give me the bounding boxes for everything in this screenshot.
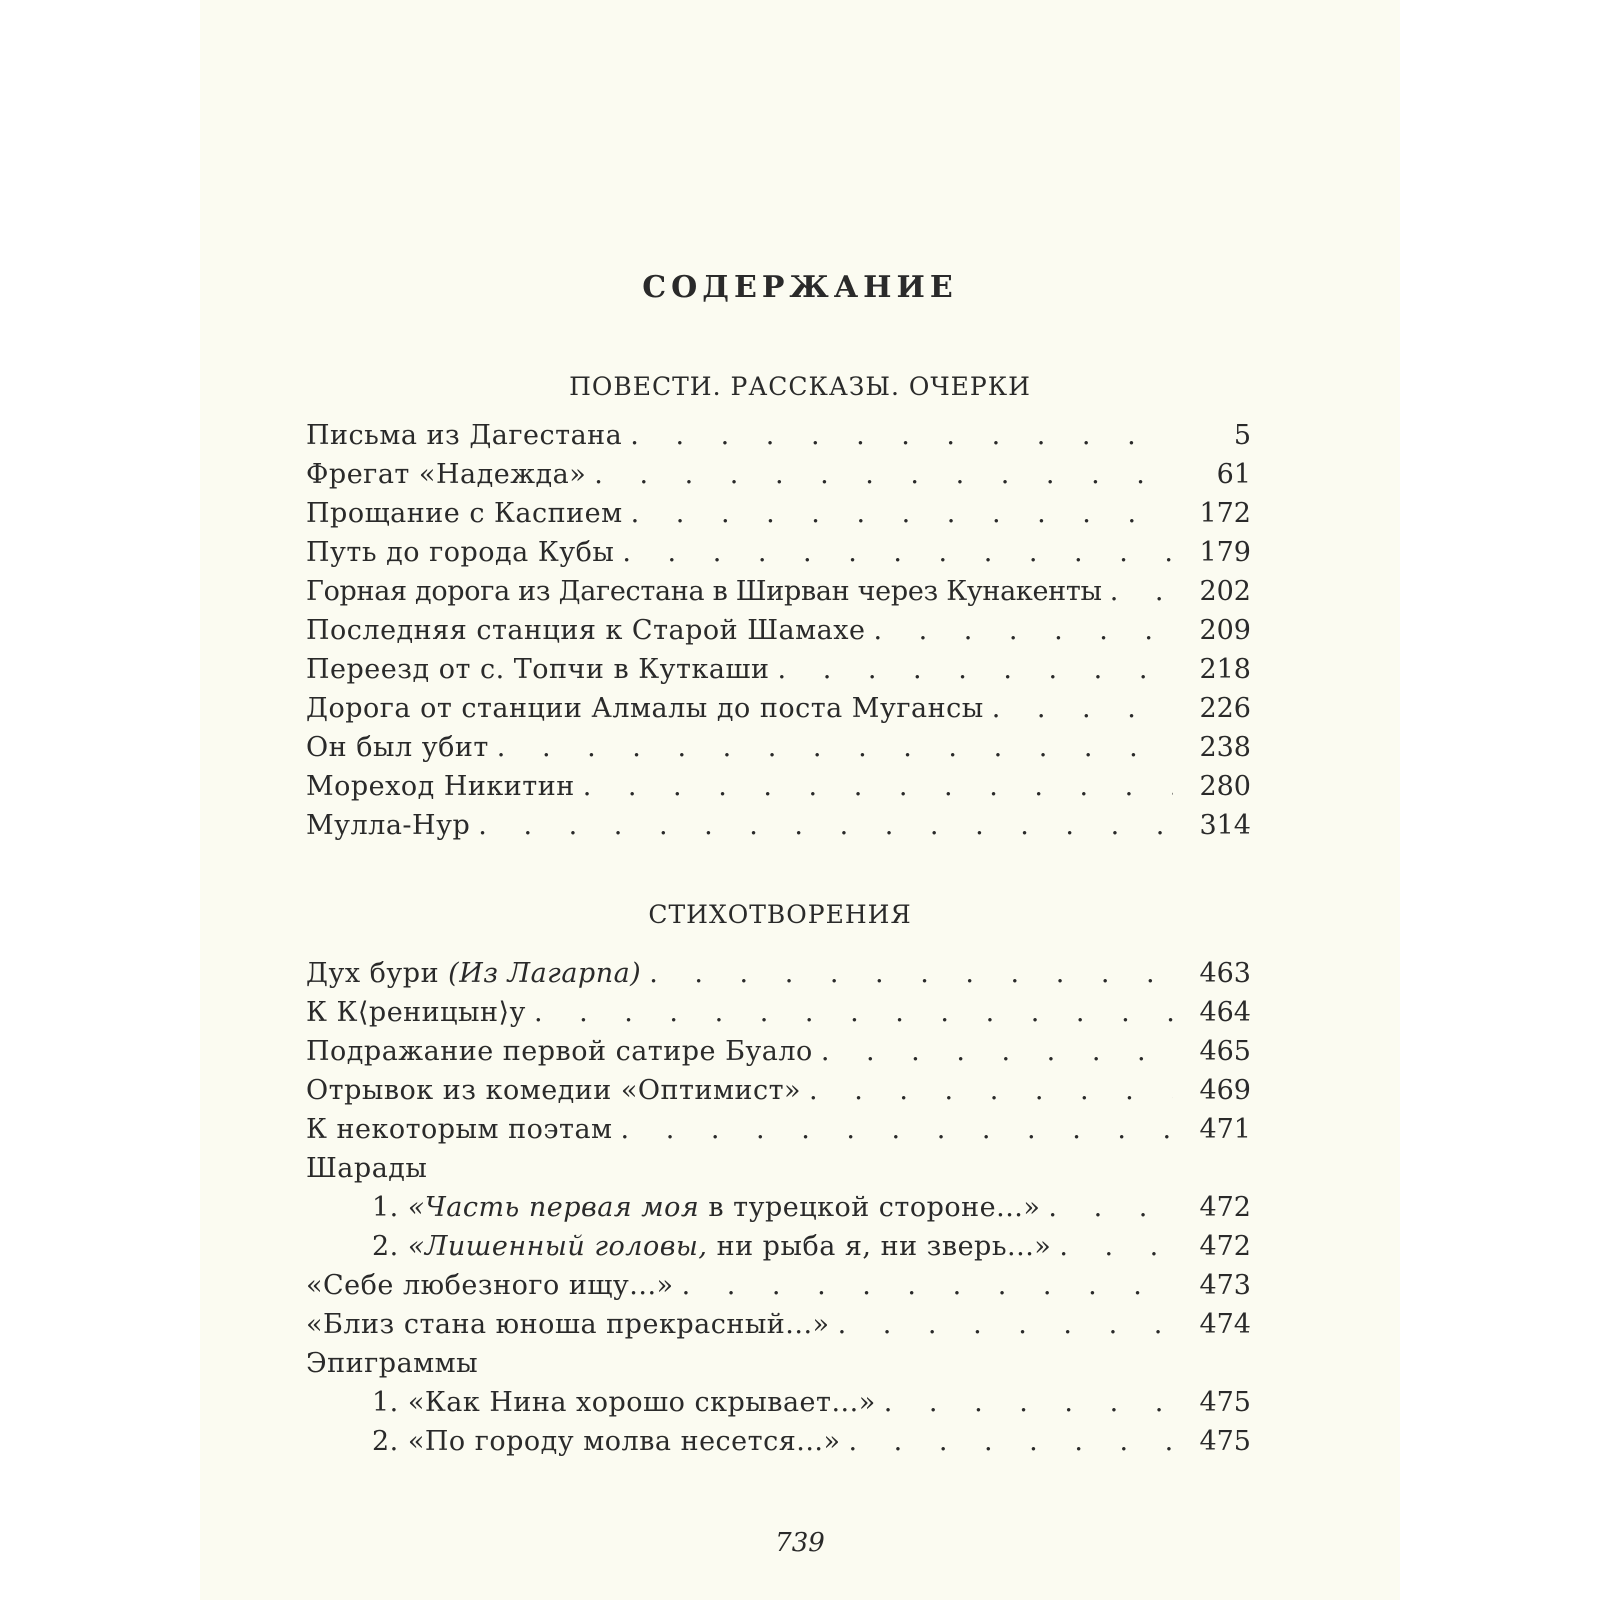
toc-entry-title-italic: (Из Лагарпа) xyxy=(448,958,642,989)
toc-entry-title: Отрывок из комедии «Оптимист» xyxy=(306,1075,802,1106)
toc-entry-number: 1. xyxy=(372,1387,408,1418)
dot-leader xyxy=(497,732,1173,763)
toc-entry-page: 475 xyxy=(1199,1387,1251,1418)
dot-leader xyxy=(594,459,1173,490)
toc-entry-page: 464 xyxy=(1199,997,1251,1028)
toc-entry-title xyxy=(306,1426,841,1457)
dot-leader xyxy=(630,420,1173,451)
dot-leader xyxy=(778,654,1173,685)
toc-entry-title-rest: ни рыба я, ни зверь...» xyxy=(707,1231,1052,1262)
dot-leader xyxy=(809,1075,1173,1106)
section-title-prose: ПОВЕСТИ. РАССКАЗЫ. ОЧЕРКИ xyxy=(569,372,1031,401)
toc-entry-page: 5 xyxy=(1233,420,1251,451)
dot-leader xyxy=(838,1309,1173,1340)
toc-entry-title: Путь до города Кубы xyxy=(306,537,615,568)
toc-entry-page: 474 xyxy=(1199,1309,1251,1340)
toc-entry xyxy=(306,1192,1251,1232)
toc-entry-page: 280 xyxy=(1199,771,1251,802)
toc-entry-title-rest: в турецкой стороне...» xyxy=(699,1192,1041,1223)
toc-entry xyxy=(306,1309,1251,1349)
toc-entry-title: «Себе любезного ищу...» xyxy=(306,1270,674,1301)
toc-entry-page: 475 xyxy=(1199,1426,1251,1457)
toc-entry-page: 172 xyxy=(1199,498,1251,529)
toc-entry-title xyxy=(306,1387,876,1418)
toc-entry-page: 465 xyxy=(1199,1036,1251,1067)
toc-entry xyxy=(306,810,1251,850)
toc-entry-title: Шарады xyxy=(306,1153,428,1184)
toc-entry-title: Переезд от с. Топчи в Куткаши xyxy=(306,654,770,685)
toc-entry xyxy=(306,1114,1251,1154)
toc-entry-title: Подражание первой сатире Буало xyxy=(306,1036,813,1067)
dot-leader xyxy=(1059,1231,1173,1262)
toc-entry xyxy=(306,1387,1251,1427)
toc-entry-page: 218 xyxy=(1199,654,1251,685)
toc-entry xyxy=(306,498,1251,538)
toc-entry-title-italic: «Часть первая моя xyxy=(407,1192,700,1223)
toc-entry-title xyxy=(306,1231,1051,1262)
toc-entry-title: Мулла-Нур xyxy=(306,810,471,841)
toc-entry-title xyxy=(306,1192,1040,1223)
toc-entry-number: 2. xyxy=(372,1231,408,1262)
toc-entry-title: Последняя станция к Старой Шамахе xyxy=(306,615,866,646)
toc-entry xyxy=(306,1426,1251,1466)
toc-entry-title-italic: «Лишенный головы, xyxy=(407,1231,708,1262)
dot-leader xyxy=(583,771,1173,802)
toc-entry-page: 61 xyxy=(1216,459,1251,490)
toc-entry-title: Горная дорога из Дагестана в Ширван через Кунакенты xyxy=(306,576,1102,607)
dot-leader xyxy=(884,1387,1173,1418)
toc-group-heading xyxy=(306,1153,1251,1193)
dot-leader xyxy=(1110,576,1173,607)
dot-leader xyxy=(622,537,1173,568)
dot-leader xyxy=(873,615,1173,646)
toc-entry-page: 314 xyxy=(1199,810,1251,841)
toc-entry-page: 238 xyxy=(1199,732,1251,763)
dot-leader xyxy=(534,997,1173,1028)
dot-leader xyxy=(992,693,1173,724)
toc-entry-title-rest: «По городу молва несется...» xyxy=(407,1426,841,1457)
toc-entry xyxy=(306,1231,1251,1271)
toc-entry-title: Эпиграммы xyxy=(306,1348,479,1379)
toc-entry xyxy=(306,958,1251,998)
toc-entry-page: 463 xyxy=(1199,958,1251,989)
toc-entry xyxy=(306,1270,1251,1310)
dot-leader xyxy=(621,1114,1173,1145)
page-number: 739 xyxy=(775,1528,825,1558)
toc-entry-title: Мореход Никитин xyxy=(306,771,575,802)
toc-entry xyxy=(306,420,1251,460)
toc-entry xyxy=(306,997,1251,1037)
toc-entry-title: «Близ стана юноша прекрасный...» xyxy=(306,1309,830,1340)
toc-entry-page: 209 xyxy=(1199,615,1251,646)
toc-entry-title: Он был убит xyxy=(306,732,489,763)
dot-leader xyxy=(682,1270,1173,1301)
toc-entry-title: Письма из Дагестана xyxy=(306,420,623,451)
toc-entry xyxy=(306,1075,1251,1115)
toc-entry xyxy=(306,654,1251,694)
dot-leader xyxy=(1048,1192,1173,1223)
page-title: СОДЕРЖАНИЕ xyxy=(642,270,958,305)
dot-leader xyxy=(631,498,1173,529)
toc-entry-page: 473 xyxy=(1199,1270,1251,1301)
dot-leader xyxy=(849,1426,1173,1457)
toc-entry xyxy=(306,1036,1251,1076)
toc-entry xyxy=(306,459,1251,499)
toc-entry-page: 226 xyxy=(1199,693,1251,724)
toc-entry xyxy=(306,693,1251,733)
toc-entry-title-main: Дух бури xyxy=(306,958,449,989)
toc-entry-title: К К⟨реницын⟩у xyxy=(306,997,526,1028)
toc-entry-title: К некоторым поэтам xyxy=(306,1114,613,1145)
toc-entry xyxy=(306,615,1251,655)
toc-entry-page: 179 xyxy=(1199,537,1251,568)
book-page xyxy=(200,0,1400,1600)
toc-entry-title: Прощание с Каспием xyxy=(306,498,623,529)
toc-entry-title xyxy=(306,958,641,989)
toc-entry xyxy=(306,537,1251,577)
toc-entry-page: 469 xyxy=(1199,1075,1251,1106)
section-title-poems: СТИХОТВОРЕНИЯ xyxy=(648,900,912,929)
toc-entry xyxy=(306,732,1251,772)
toc-entry-number: 2. xyxy=(372,1426,408,1457)
toc-entry-page: 472 xyxy=(1199,1231,1251,1262)
dot-leader xyxy=(478,810,1173,841)
toc-entry-title: Дорога от станции Алмалы до поста Мугансы xyxy=(306,693,984,724)
toc-entry xyxy=(306,576,1251,616)
toc-entry-number: 1. xyxy=(372,1192,408,1223)
toc-entry xyxy=(306,771,1251,811)
dot-leader xyxy=(649,958,1173,989)
toc-entry-page: 472 xyxy=(1199,1192,1251,1223)
dot-leader xyxy=(821,1036,1173,1067)
toc-group-heading xyxy=(306,1348,1251,1388)
toc-entry-title: Фрегат «Надежда» xyxy=(306,459,587,490)
toc-entry-page: 202 xyxy=(1199,576,1251,607)
toc-entry-title-rest: «Как Нина хорошо скрывает...» xyxy=(407,1387,876,1418)
toc-entry-page: 471 xyxy=(1199,1114,1251,1145)
